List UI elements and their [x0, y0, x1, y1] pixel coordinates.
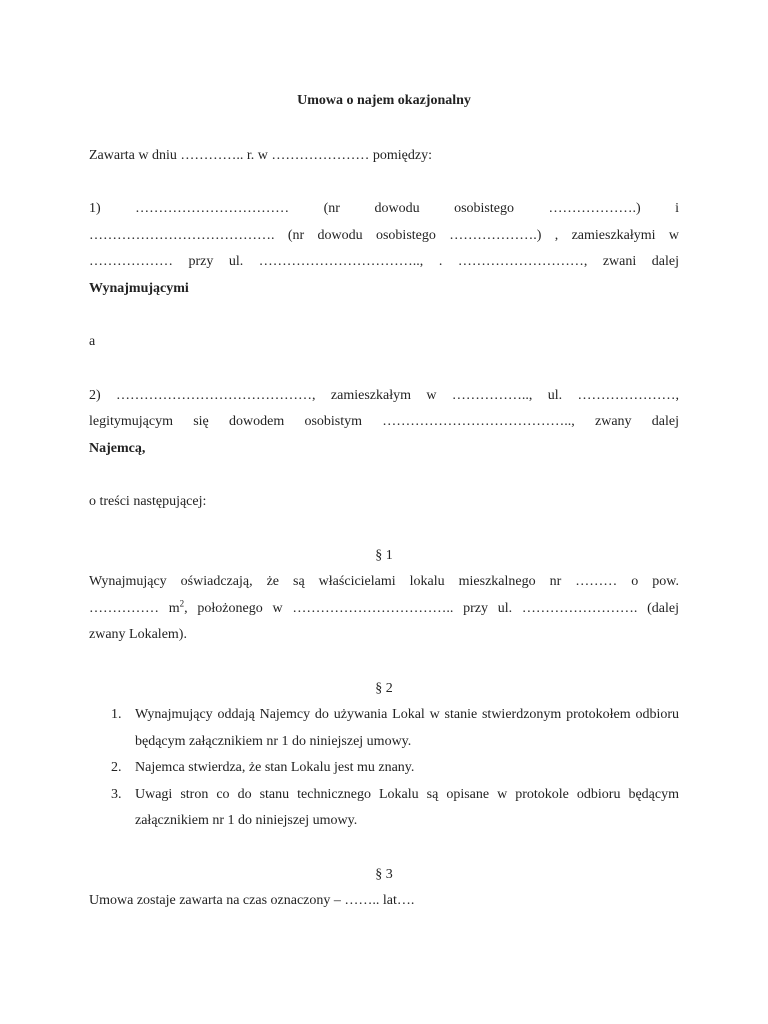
conjunction: a [89, 334, 96, 349]
section2-heading: § 2 [375, 680, 393, 696]
document-title: Umowa o najem okazjonalny [297, 93, 471, 108]
party1-word-i: i [675, 201, 679, 216]
section3-heading: § 3 [375, 866, 393, 882]
party1-word-dowodu: dowodu [374, 201, 420, 216]
party1-word-nr: (nr [323, 201, 340, 216]
section1-line3: zwany Lokalem). [89, 627, 187, 642]
list-item: 2. Najemca stwierdza, że stan Lokalu jest mu znany. [111, 760, 415, 775]
section2-list [89, 702, 679, 835]
document-page [89, 88, 679, 915]
party2-line2: legitymującym się dowodem osobistym ………………………………….., zwany dalej [89, 414, 679, 429]
party2-role: Najemcą, [89, 440, 146, 456]
section1-area-blank: …………… m [89, 600, 180, 616]
party1-number: 1) [89, 201, 101, 216]
party1-line1 [89, 196, 679, 223]
section1-location-text: , położonego w …………………………….. przy ul. ……………………. (dalej [184, 600, 680, 616]
section1-area-superscript: 2 [179, 597, 185, 608]
section1-line1: Wynajmujący oświadczają, że są właścicielami lokalu mieszkalnego nr ……… o pow. [89, 574, 679, 589]
party1-line2: …………………………………. (nr dowodu osobistego ……………….) , zamieszkałymi w [89, 227, 679, 243]
party1-role: Wynajmującymi [89, 280, 189, 296]
section1-heading: § 1 [375, 547, 393, 563]
section3-text: Umowa zostaje zawarta na czas oznaczony – …….. lat…. [89, 893, 415, 908]
party2-line1: 2) ……………………………………, zamieszkałym w …………….., ul. …………………, [89, 387, 679, 403]
party1-name-blank: …………………………… [135, 201, 290, 216]
party1-line3: ……………… przy ul. …………………………….., . ………………………, zwani dalej [89, 254, 679, 269]
content-intro: o treści następującej: [89, 494, 207, 509]
list-item: 3. Uwagi stron co do stanu technicznego Lokalu są opisane w protokole odbioru będącym załącznikiem nr 1 do niniejszej umowy. [111, 786, 679, 828]
intro-line: Zawarta w dniu ………….. r. w ………………… pomiędzy: [89, 147, 432, 163]
party1-id-blank: ……………….) [548, 201, 641, 216]
section1-line2 [89, 596, 679, 623]
list-item: 1. Wynajmujący oddają Najemcy do używania Lokal w stanie stwierdzonym protokołem odbioru będącym załącznikiem nr 1 do niniejszej umowy. [111, 707, 679, 749]
party1-word-osobistego: osobistego [454, 201, 514, 216]
